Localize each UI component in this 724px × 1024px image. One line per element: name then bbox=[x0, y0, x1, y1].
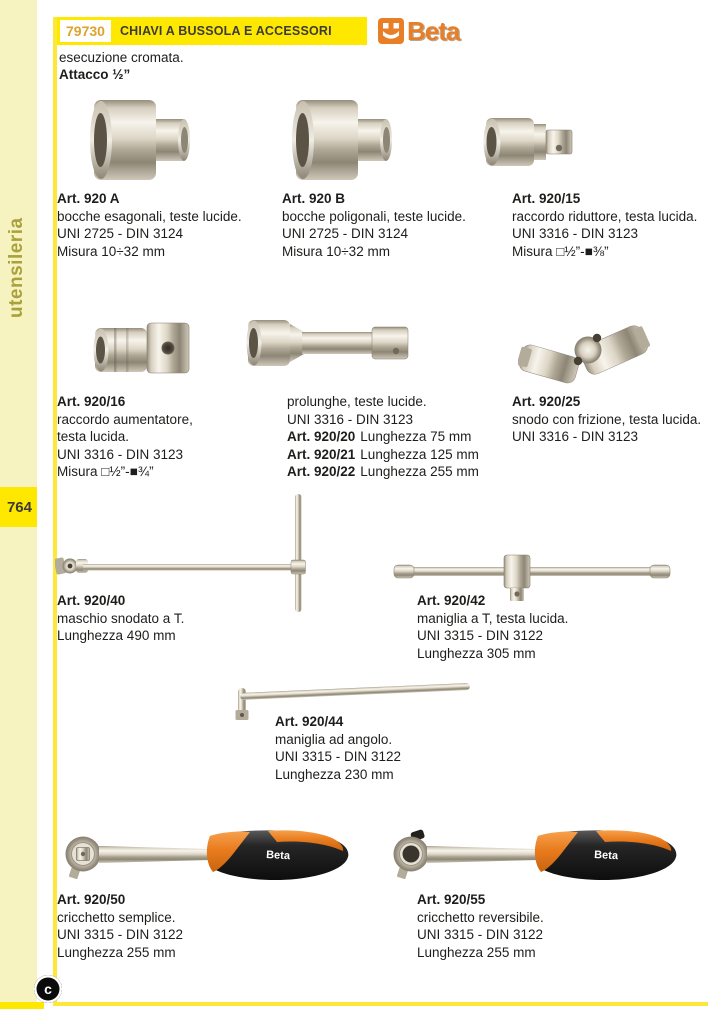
product-variant bbox=[287, 446, 479, 464]
product-line: UNI 2725 - DIN 3124 bbox=[282, 226, 409, 241]
handle-brand-text: Beta bbox=[265, 849, 291, 863]
product-art: Art. 920 A bbox=[57, 191, 120, 206]
product-text-920a bbox=[57, 190, 242, 260]
product-art: Art. 920/25 bbox=[512, 394, 581, 409]
product-line: maniglia ad angolo. bbox=[275, 731, 393, 747]
product-line: UNI 3316 - DIN 3123 bbox=[512, 226, 639, 241]
product-line: Lunghezza 490 mm bbox=[57, 628, 176, 643]
sidebar-category-label: utensileria bbox=[6, 217, 27, 318]
product-text-920-25 bbox=[512, 393, 701, 446]
product-line: UNI 2725 - DIN 3124 bbox=[57, 226, 184, 241]
product-art: Art. 920 B bbox=[282, 191, 346, 206]
variant-length: Lunghezza 75 mm bbox=[360, 429, 472, 444]
product-image-920-25 bbox=[518, 305, 674, 391]
product-text-extensions bbox=[287, 393, 479, 481]
product-line: UNI 3315 - DIN 3122 bbox=[57, 927, 184, 942]
product-line: maschio snodato a T. bbox=[57, 610, 185, 626]
product-line: cricchetto reversibile. bbox=[417, 909, 544, 925]
product-image-920-16 bbox=[92, 316, 196, 382]
product-art: Art. 920/20 bbox=[287, 429, 356, 444]
product-line: Lunghezza 255 mm bbox=[417, 944, 536, 960]
product-art: Art. 920/15 bbox=[512, 191, 581, 206]
product-line: raccordo riduttore, testa lucida. bbox=[512, 208, 698, 224]
brand-logo bbox=[378, 16, 459, 46]
product-line: Misura 10÷32 mm bbox=[282, 243, 390, 259]
product-image-extension bbox=[246, 310, 418, 376]
product-line: UNI 3316 - DIN 3123 bbox=[512, 429, 639, 444]
ratchet-handle bbox=[207, 830, 348, 880]
product-line: Misura □½”-■¾” bbox=[57, 464, 154, 479]
product-art: Art. 920/21 bbox=[287, 446, 356, 462]
product-line: Lunghezza 255 mm bbox=[57, 944, 176, 960]
sidebar bbox=[0, 0, 37, 1002]
product-line: Lunghezza 305 mm bbox=[417, 645, 536, 661]
product-image-920-15 bbox=[482, 110, 586, 174]
page-number-badge: 764 bbox=[0, 487, 37, 527]
product-variant bbox=[287, 463, 479, 481]
product-line: snodo con frizione, testa lucida. bbox=[512, 411, 702, 427]
product-image-920b bbox=[290, 96, 402, 184]
intro-line-finish: esecuzione cromata. bbox=[59, 50, 184, 65]
product-line: UNI 3315 - DIN 3122 bbox=[417, 927, 544, 942]
product-art: Art. 920/50 bbox=[57, 892, 126, 907]
product-line: Lunghezza 230 mm bbox=[275, 766, 394, 782]
product-line: testa lucida. bbox=[57, 429, 130, 444]
product-variant bbox=[287, 428, 479, 446]
intro-line-attacco: Attacco ½” bbox=[59, 67, 131, 82]
product-text-920-15 bbox=[512, 190, 697, 260]
product-line: maniglia a T, testa lucida. bbox=[417, 610, 569, 626]
product-line: prolunghe, teste lucide. bbox=[287, 394, 427, 409]
product-text-920-55 bbox=[417, 891, 544, 961]
product-text-920-40 bbox=[57, 592, 184, 645]
product-art: Art. 920/42 bbox=[417, 593, 486, 608]
product-text-920b bbox=[282, 190, 466, 260]
product-image-920a bbox=[88, 96, 200, 184]
product-line: Misura □½”-■⅜” bbox=[512, 243, 609, 259]
content-bottom-border bbox=[53, 1002, 708, 1006]
product-art: Art. 920/40 bbox=[57, 593, 126, 608]
ratchet-handle bbox=[535, 830, 676, 880]
product-art: Art. 920/44 bbox=[275, 714, 344, 729]
product-text-920-50 bbox=[57, 891, 183, 961]
header-code: 79730 bbox=[60, 20, 111, 42]
product-art: Art. 920/22 bbox=[287, 464, 356, 479]
intro-text bbox=[59, 49, 184, 83]
product-line: Misura 10÷32 mm bbox=[57, 243, 165, 259]
product-image-920-50 bbox=[56, 824, 354, 890]
handle-brand-text: Beta bbox=[593, 849, 619, 863]
variant-length: Lunghezza 255 mm bbox=[360, 464, 479, 479]
beta-icon bbox=[378, 18, 404, 44]
product-art: Art. 920/16 bbox=[57, 394, 126, 409]
product-text-920-44 bbox=[275, 713, 401, 783]
brand-logo-text: Beta bbox=[407, 15, 460, 46]
product-line: raccordo aumentatore, bbox=[57, 411, 193, 427]
publisher-mark: c bbox=[34, 975, 62, 1003]
product-line: UNI 3316 - DIN 3123 bbox=[57, 446, 184, 462]
product-art: Art. 920/55 bbox=[417, 892, 486, 907]
product-line: UNI 3315 - DIN 3122 bbox=[275, 749, 402, 764]
variant-length: Lunghezza 125 mm bbox=[360, 446, 479, 462]
product-text-920-16 bbox=[57, 393, 193, 481]
product-line: bocche poligonali, teste lucide. bbox=[282, 208, 466, 224]
page-title: CHIAVI A BUSSOLA E ACCESSORI bbox=[119, 24, 332, 38]
header-band bbox=[57, 17, 367, 45]
product-line: cricchetto semplice. bbox=[57, 909, 176, 925]
product-line: UNI 3316 - DIN 3123 bbox=[287, 411, 414, 427]
product-image-920-55 bbox=[384, 824, 682, 890]
product-text-920-42 bbox=[417, 592, 568, 662]
sidebar-bottom-strip bbox=[0, 1002, 44, 1009]
product-line: UNI 3315 - DIN 3122 bbox=[417, 628, 544, 643]
product-line: bocche esagonali, teste lucide. bbox=[57, 208, 242, 224]
